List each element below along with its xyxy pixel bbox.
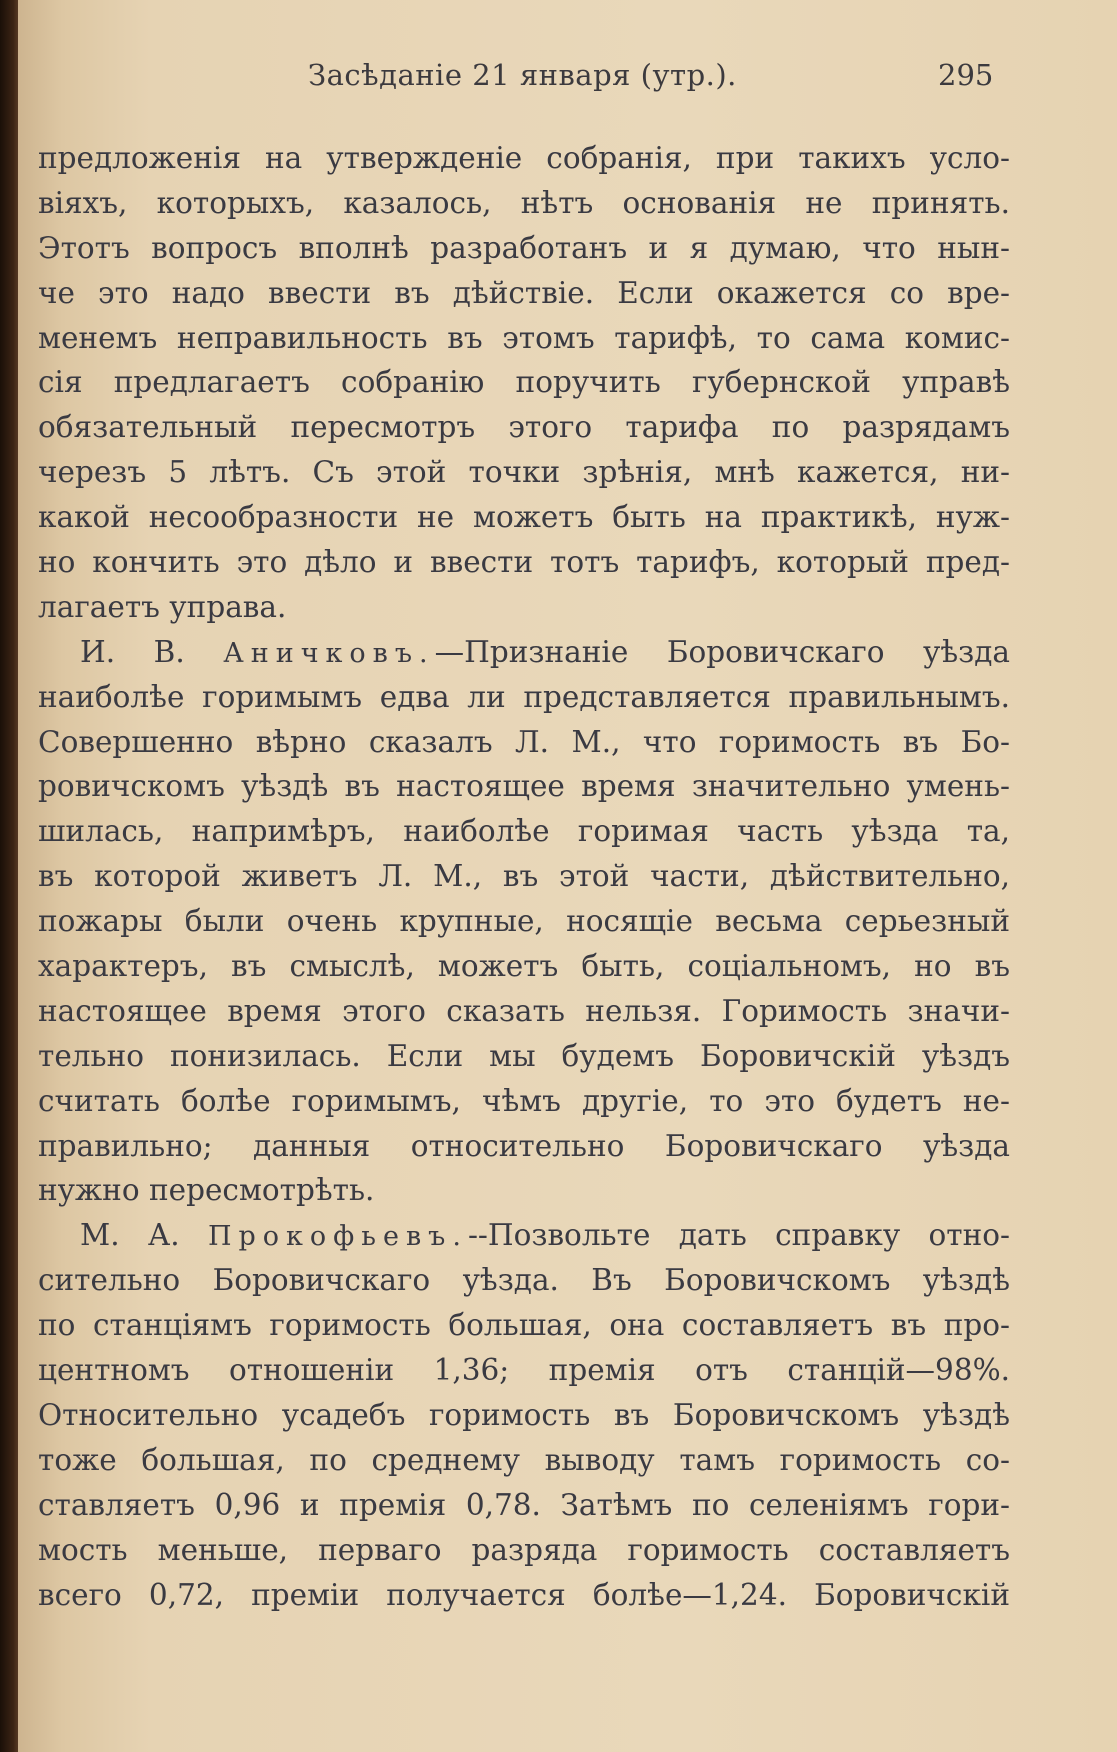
text-line: че это надо ввести въ дѣйствіе. Если окажется со вре-	[38, 275, 1010, 310]
speaker-initials: М. А.	[80, 1218, 180, 1253]
page-header	[18, 58, 1117, 98]
text-line: въ которой живетъ Л. М., въ этой части, дѣйствительно,	[38, 859, 1010, 894]
speaker-line	[38, 1213, 1010, 1258]
text-line: предложенія на утвержденіе собранія, при такихъ усло-	[38, 141, 1010, 175]
text-line: лагаетъ управа.	[38, 589, 287, 624]
text-line: черезъ 5 лѣтъ. Съ этой точки зрѣнія, мнѣ кажется, ни-	[38, 455, 1010, 490]
text-line: всего 0,72, преміи получается болѣе—1,24. Боровичскій	[38, 1577, 1010, 1612]
text-line: менемъ неправильность въ этомъ тарифѣ, то сама комис-	[38, 320, 1010, 355]
text-line: мость меньше, перваго разряда горимость составляетъ	[38, 1532, 1010, 1567]
text-line: ровичскомъ уѣздѣ въ настоящее время значительно умень-	[38, 769, 1010, 804]
text-line: тельно понизилась. Если мы будемъ Боровичскій уѣздъ	[38, 1038, 1010, 1073]
speaker-name: Аничковъ.	[223, 637, 435, 669]
page-number: 295	[938, 58, 994, 92]
speaker-text: --Позвольте дать справку отно-	[467, 1218, 1010, 1253]
text-line: Относительно усадебъ горимость въ Боровичскомъ уѣздѣ	[38, 1397, 1010, 1432]
text-line: шилась, напримѣръ, наиболѣе горимая часть уѣзда та,	[38, 814, 1010, 849]
text-line: ставляетъ 0,96 и премія 0,78. Затѣмъ по селеніямъ гори-	[38, 1487, 1010, 1522]
text-line: Этотъ вопросъ вполнѣ разработанъ и я думаю, что нын-	[38, 230, 1010, 265]
text-line: но кончить это дѣло и ввести тотъ тарифъ, который пред-	[38, 545, 1010, 580]
speaker-line	[38, 630, 1010, 675]
text-line: сія предлагаетъ собранію поручить губернской управѣ	[38, 365, 1010, 400]
text-line: віяхъ, которыхъ, казалось, нѣтъ основанія не принять.	[38, 185, 1010, 220]
running-title: Засѣданіе 21 января (утр.).	[308, 58, 737, 92]
text-line: центномъ отношеніи 1,36; премія отъ станцій—98%.	[38, 1353, 1010, 1388]
body-text	[38, 136, 1010, 1617]
text-line: обязательный пересмотръ этого тарифа по разрядамъ	[38, 410, 1010, 445]
text-line: считать болѣе горимымъ, чѣмъ другіе, то это будетъ не-	[38, 1083, 1010, 1118]
text-line: какой несообразности не можетъ быть на практикѣ, нуж-	[38, 500, 1010, 535]
speaker-initials: И. В.	[80, 634, 185, 669]
text-line: тоже большая, по среднему выводу тамъ горимость со-	[38, 1442, 1010, 1477]
text-line: пожары были очень крупные, носящіе весьма серьезный	[38, 904, 1010, 939]
text-line: характеръ, въ смыслѣ, можетъ быть, соціальномъ, но въ	[38, 949, 1010, 984]
text-line: правильно; данныя относительно Боровичскаго уѣзда	[38, 1128, 1010, 1163]
text-line: по станціямъ горимость большая, она составляетъ въ про-	[38, 1308, 1010, 1343]
text-line: сительно Боровичскаго уѣзда. Въ Боровичскомъ уѣздѣ	[38, 1263, 1010, 1298]
text-line: настоящее время этого сказать нельзя. Горимость значи-	[38, 993, 1010, 1028]
speaker-text: —Признаніе Боровичскаго уѣзда	[434, 634, 1010, 669]
speaker-name: Прокофьевъ.	[207, 1221, 468, 1253]
text-line: нужно пересмотрѣть.	[38, 1173, 375, 1208]
text-line: наиболѣе горимымъ едва ли представляется правильнымъ.	[38, 679, 1010, 714]
text-line: Совершенно вѣрно сказалъ Л. М., что горимость въ Бо-	[38, 724, 1010, 759]
